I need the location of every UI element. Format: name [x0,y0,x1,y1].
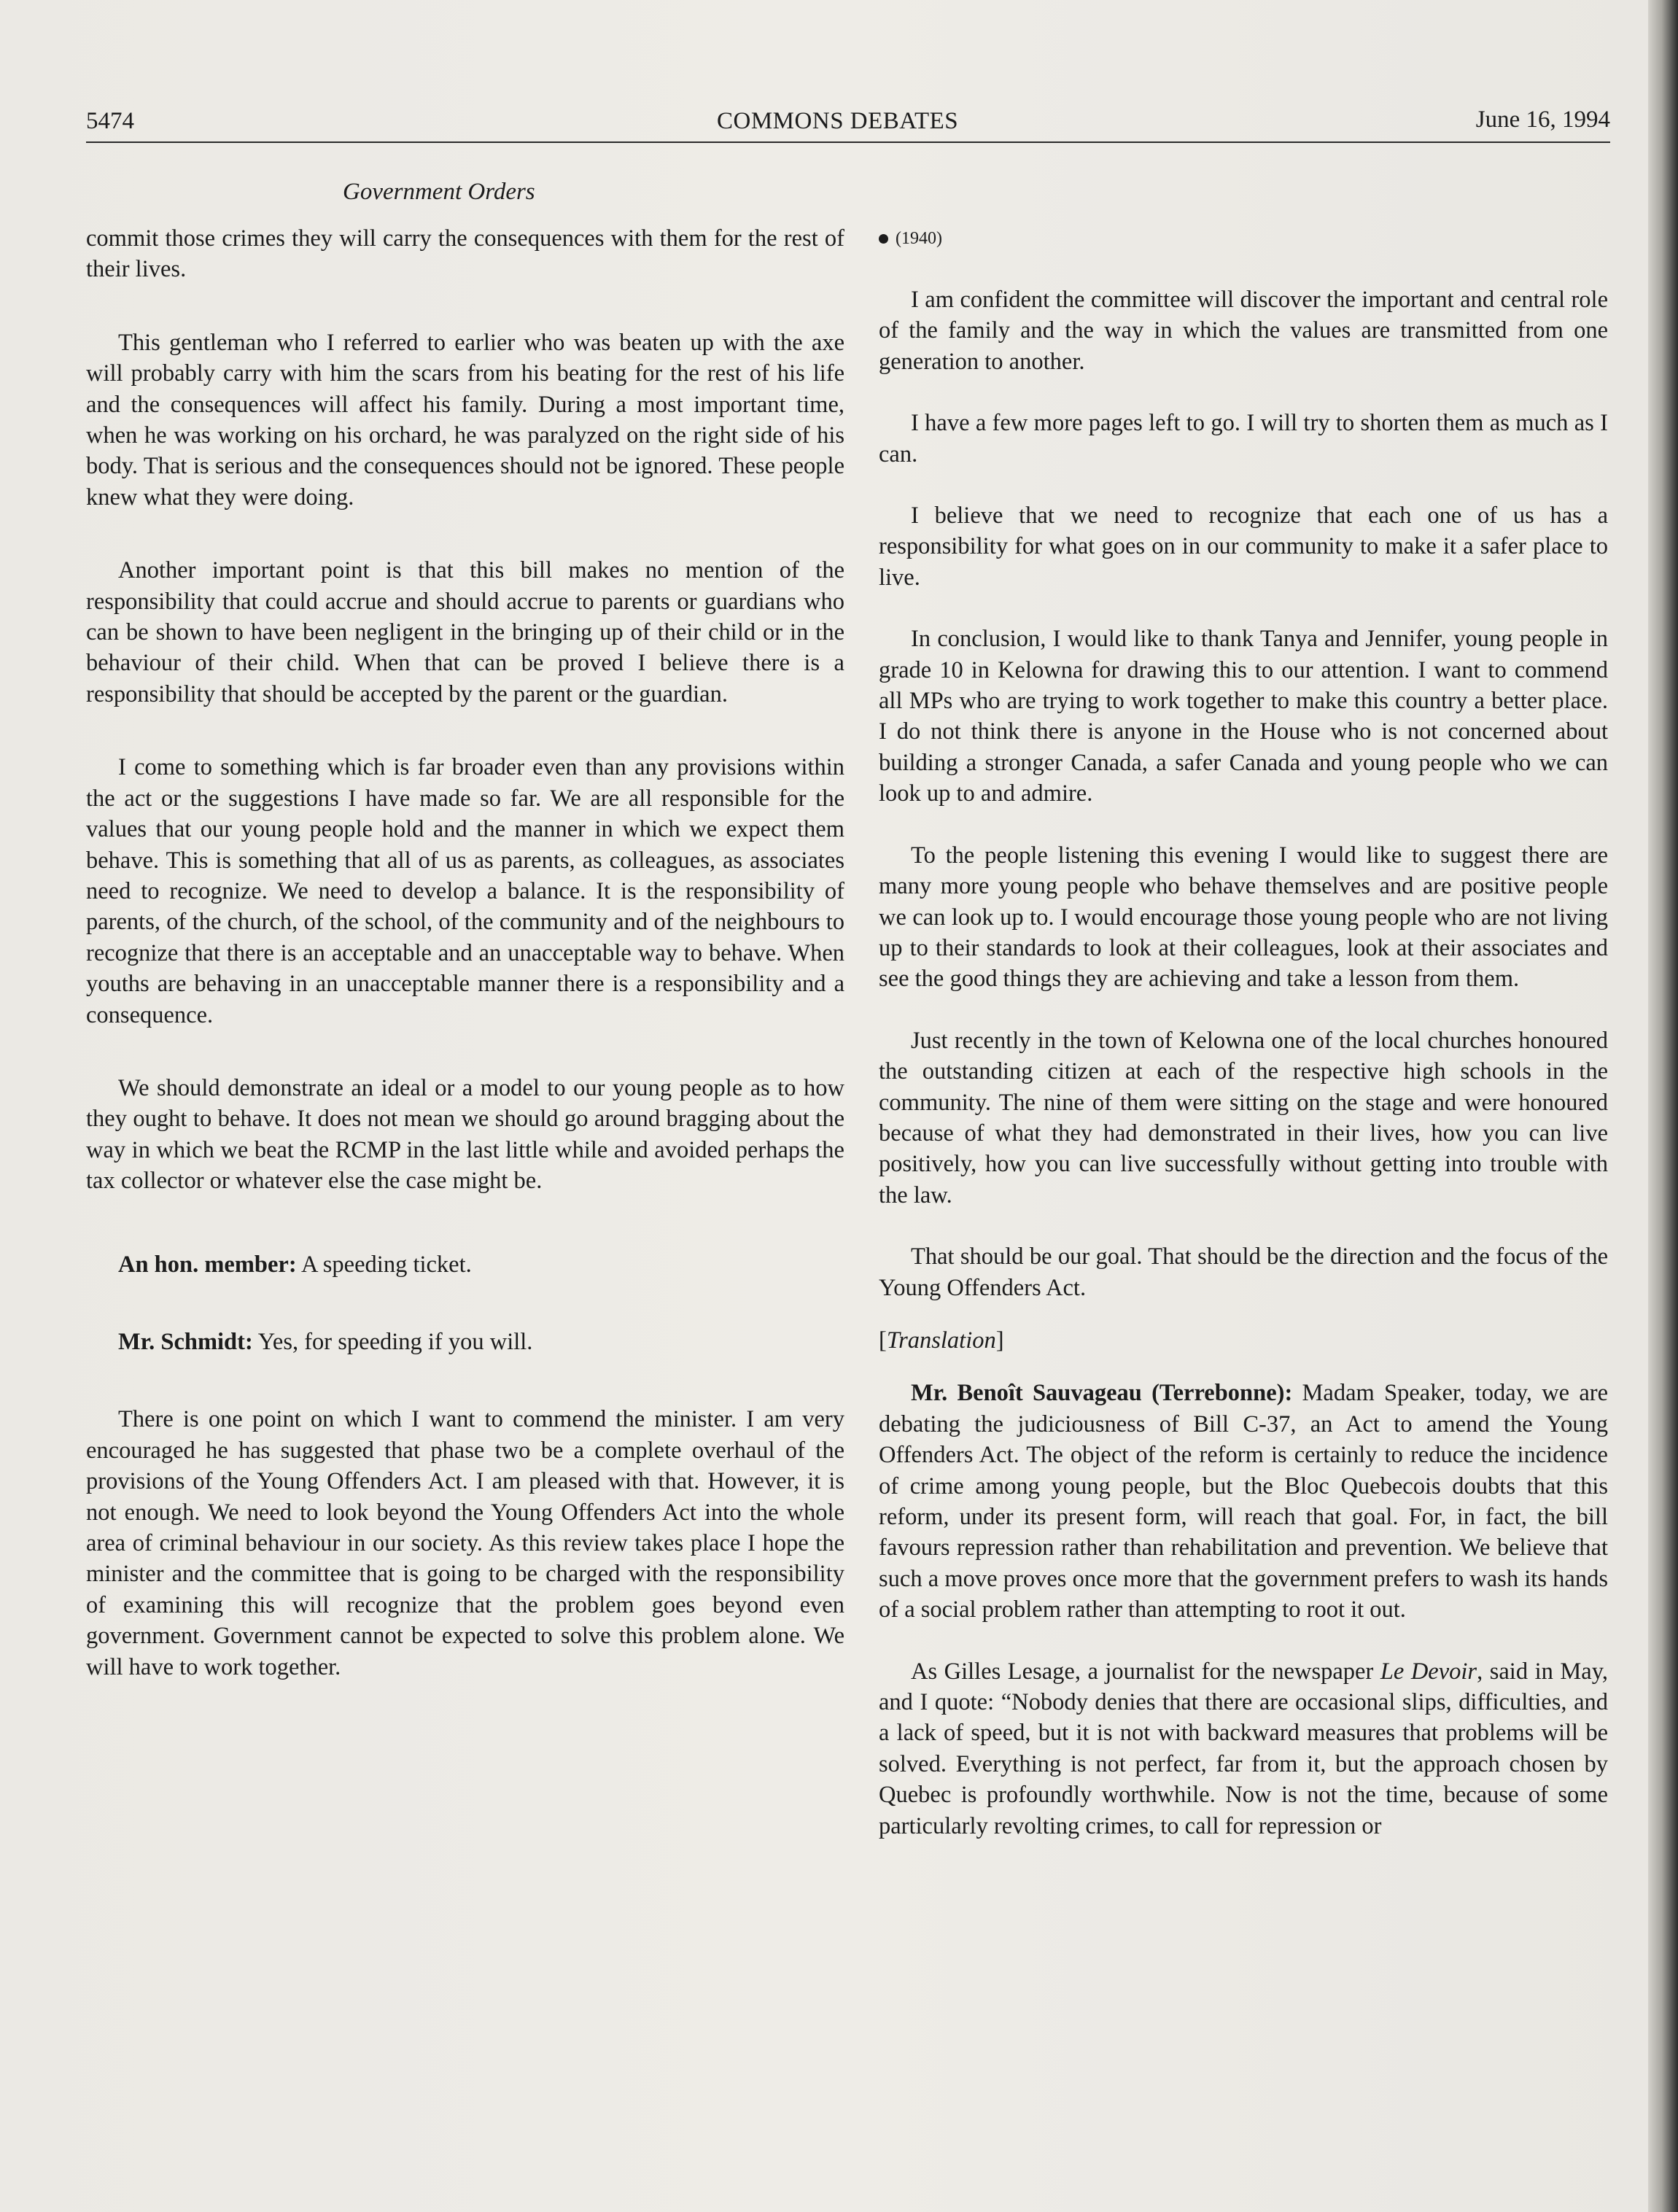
right-column [879,223,1608,1842]
paragraph: commit those crimes they will carry the consequences with them for the rest of their lives. [86,225,844,283]
translation-tag: [Translation] [879,1327,1004,1354]
page-header [86,102,1610,140]
speech-paragraph [86,1249,844,1280]
speech-paragraph [86,1327,844,1357]
paragraph: As Gilles Lesage, a journalist for the newspaper Le Devoir, said in May, and I quote: “Nobody denies that there are occasional slips, difficulties, and a lack of speed, but it is not with backward measures that problems will be solved. Everything is not perfect, far from it, but the approach chosen by Quebec is profoundly worthwhile. Now is not the time, because of some particularly revolting crimes, to call for repression or [879,1658,1608,1839]
speaker-name: An hon. member: [118,1251,297,1278]
newspaper-name: Le Devoir [1380,1658,1477,1685]
paragraph: Just recently in the town of Kelowna one of the local churches honoured the outstanding citizen at each of the respective high schools in the community. The nine of them were sitting on the stage and were honoured because of what they had demonstrated in their lives, how you can live positively, how you can live successfully without getting into trouble with the law. [879,1027,1608,1208]
speech-text: Madam Speaker, today, we are debating the judiciousness of Bill C-37, an Act to amend the Young Offenders Act. The object of the reform is certainly to reduce the incidence of crime among young people, but the Bloc Quebecois doubts that this reform, under its present form, will reach that goal. For, in fact, the bill favours repression rather than rehabilitation and prevention. We believe that such a move proves once more that the government prefers to wash its hands of a social problem rather than attempting to root it out. [879,1380,1609,1623]
paragraph: Another important point is that this bill makes no mention of the responsibility that could accrue and should accrue to parents or guardians who can be shown to have been negligent in the bringing up of their child or in the behaviour of their child. When that can be proved I believe there is a responsibility that should be accepted by the parent or the guardian. [86,557,844,707]
speaker-name: Mr. Schmidt: [118,1328,253,1355]
paragraph: I have a few more pages left to go. I will try to shorten them as much as I can. [879,410,1608,467]
page-binding-shadow [1648,0,1678,2212]
timestamp-text: (1940) [896,229,942,248]
page-number: 5474 [86,108,134,134]
paragraph: I believe that we need to recognize that each one of us has a responsibility for what goes on in our community to make it a safer place to live. [879,502,1608,591]
translation-word: Translation [886,1327,996,1354]
speech-paragraph [879,1378,1608,1625]
publication-title: COMMONS DEBATES [717,108,959,134]
paragraph: I am confident the committee will discover the important and central role of the family and the way in which the values are transmitted from one generation to another. [879,287,1608,375]
paragraph: This gentleman who I referred to earlier who was beaten up with the axe will probably carry with him the scars from his beating for the rest of his life and the consequences will affect his family. During a most important time, when he was working on his orchard, he was paralyzed on the right side of his body. That is serious and the consequences should not be ignored. These people knew what they were doing. [86,329,844,511]
paragraph: There is one point on which I want to commend the minister. I am very encouraged he has suggested that phase two be a complete overhaul of the provisions of the Young Offenders Act. I am pleased with that. However, it is not enough. We need to look beyond the Young Offenders Act into the whole area of criminal behaviour in our society. As this review takes place I hope the minister and the committee that is going to be charged with the responsibility of examining this will recognize that the problem goes beyond even government. Government cannot be expected to solve this problem alone. We will have to work together. [86,1406,844,1680]
paragraph: That should be our goal. That should be the direction and the focus of the Young Offenders Act. [879,1243,1608,1301]
left-column [86,223,844,1683]
paragraph: We should demonstrate an ideal or a model to our young people as to how they ought to behave. It does not mean we should go around bragging about the way in which we beat the RCMP in the last little while and avoided perhaps the tax collector or whatever else the case might be. [86,1074,844,1195]
paragraph: In conclusion, I would like to thank Tanya and Jennifer, young people in grade 10 in Kelowna for drawing this to our attention. I want to commend all MPs who are trying to work together to make this country a better place. I do not think there is anyone in the House who is not concerned about building a stronger Canada, a safer Canada and young people who we can look up to and admire. [879,626,1608,807]
speech-text: Yes, for speeding if you will. [257,1328,533,1355]
bullet-icon [879,234,888,244]
paragraph: To the people listening this evening I would like to suggest there are many more young people who behave themselves and are positive people we can look up to. I would encourage those young people who are not living up to their standards to look at their colleagues, look at their associates and see the good things they are achieving and take a lesson from them. [879,842,1608,993]
paragraph: I come to something which is far broader even than any provisions within the act or the suggestions I have made so far. We are all responsible for the values that our young people hold and the manner in which we expect them behave. This is something that all of us as parents, as colleagues, as associates need to recognize. We need to develop a balance. It is the responsibility of parents, of the church, of the school, of the community and of the neighbours to recognize that there is an acceptable and an unacceptable way to behave. When youths are behaving in an unacceptable manner there is a responsibility and a consequence. [86,754,844,1028]
timestamp [879,223,1608,254]
speech-text: A speeding ticket. [300,1251,472,1278]
section-label: Government Orders [343,179,535,205]
header-rule [86,141,1610,143]
publication-date: June 16, 1994 [1475,106,1610,133]
speaker-name: Mr. Benoît Sauvageau (Terrebonne): [911,1380,1293,1407]
